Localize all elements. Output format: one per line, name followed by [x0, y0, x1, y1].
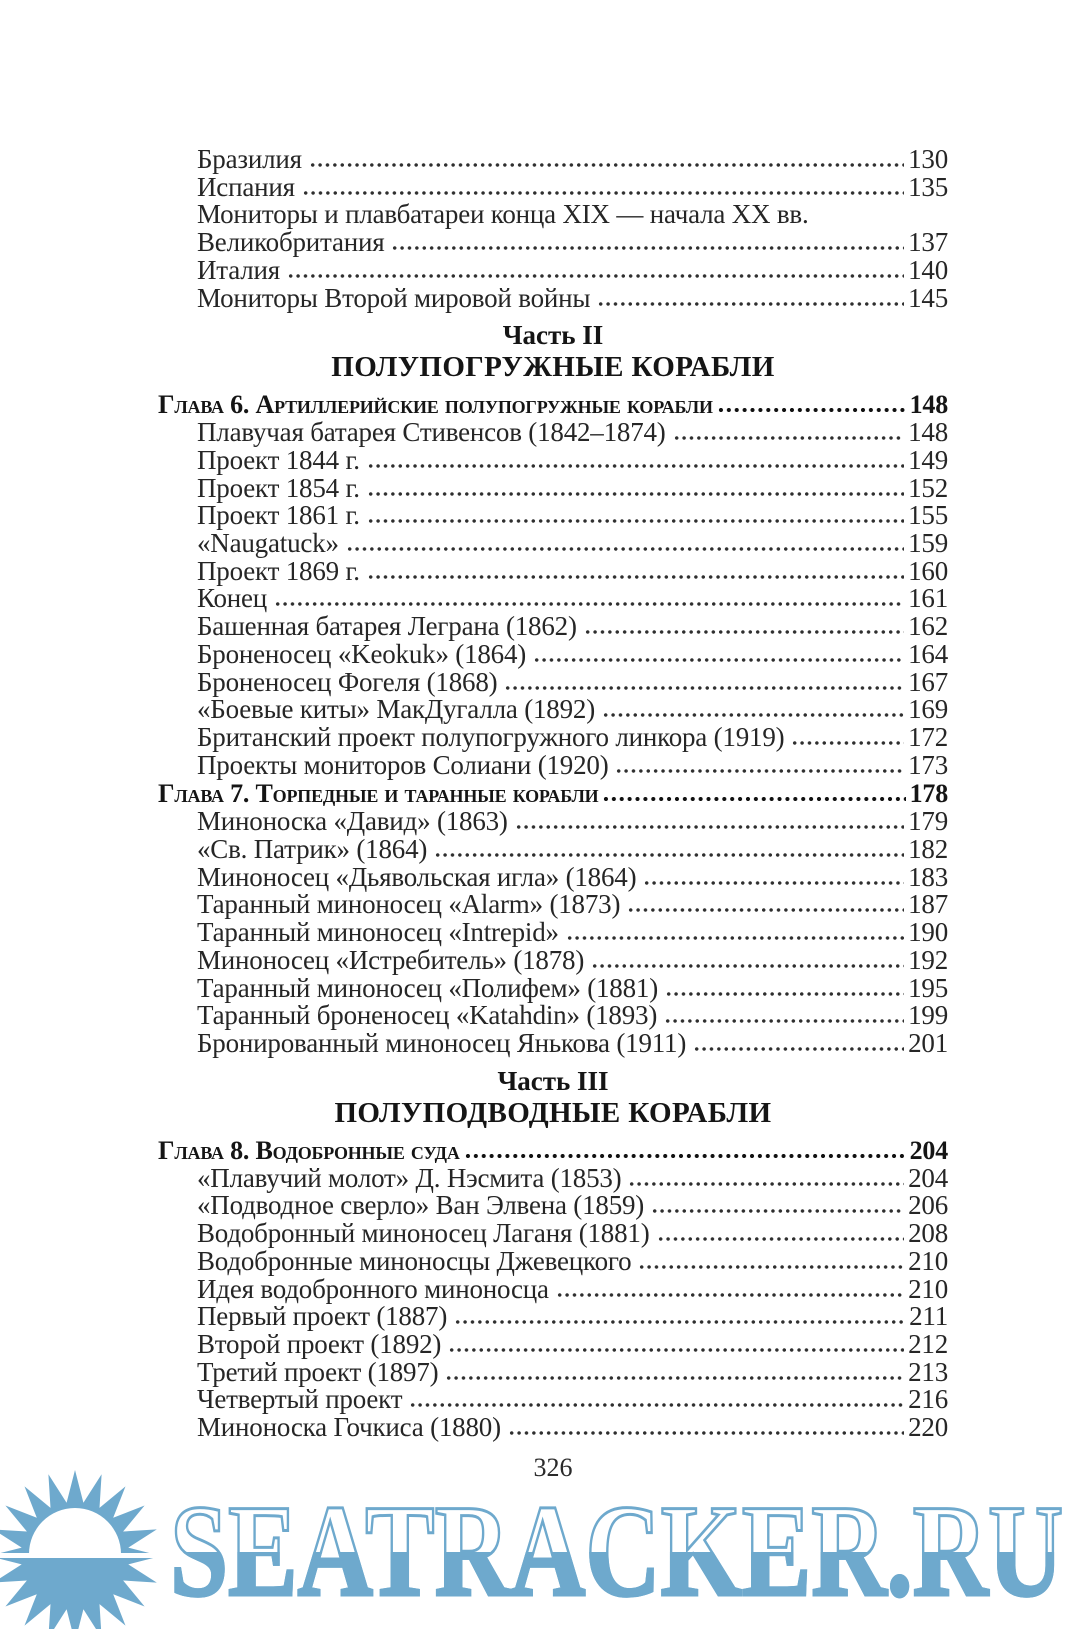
toc-entry-label: Первый проект (1887) [197, 1301, 448, 1332]
toc-entry-page: 135 [908, 171, 948, 202]
toc-entry-page: 160 [908, 555, 948, 586]
toc-entry-page: 212 [908, 1328, 948, 1359]
dotted-leader [628, 1181, 904, 1187]
toc-entry-page: 195 [908, 972, 948, 1003]
toc-entry-label: Плавучая батарея Стивенсов (1842–1874) [197, 417, 666, 448]
toc-entry-label: Миноноска «Давид» (1863) [197, 806, 508, 837]
dotted-leader [664, 1018, 904, 1024]
toc-entry-row [197, 1220, 948, 1248]
dotted-leader [584, 629, 904, 635]
toc-entry-label: Таранный миноносец «Полифем» (1881) [197, 972, 658, 1003]
sun-icon [0, 1470, 161, 1629]
toc-entry-label: Миноносец «Истребитель» (1878) [197, 944, 585, 975]
dotted-leader [367, 574, 904, 580]
toc-entry-row [197, 1162, 948, 1193]
toc-entry-row [197, 696, 948, 724]
toc-entry-page: 190 [908, 917, 948, 948]
toc-entry-label: «Подводное сверло» Ван Элвена (1859) [197, 1190, 645, 1221]
toc-entry-label: Таранный миноносец «Alarm» (1873) [197, 889, 621, 920]
toc-entry-row [197, 419, 948, 447]
dotted-leader [643, 880, 904, 886]
toc-entry-page: 162 [908, 611, 948, 642]
toc-entry-page: 172 [908, 721, 948, 752]
toc-entry-row [197, 1027, 948, 1058]
dotted-leader [367, 491, 904, 497]
dotted-leader [556, 1292, 904, 1298]
dotted-leader [504, 685, 904, 691]
toc-entry-row [197, 1245, 948, 1276]
toc-entry-label: Броненосец «Keokuk» (1864) [197, 638, 527, 669]
toc-entry-label: Четвертый проект [197, 1384, 403, 1415]
toc-entry-row [197, 891, 948, 919]
toc-entry-label: Испания [197, 171, 295, 202]
toc-chapter-label: Глава 7. Торпедные и таранные корабли [158, 779, 599, 809]
toc-entry-label: Идея водобронного миноносца [197, 1273, 549, 1304]
watermark-sun [0, 1470, 161, 1629]
dotted-leader [651, 1208, 904, 1214]
toc-entry-label: Мониторы Второй мировой войны [197, 282, 591, 313]
toc-entry-row [197, 666, 948, 697]
toc-chapter-row [158, 390, 948, 419]
dotted-leader [533, 657, 904, 663]
toc-entry-row [197, 638, 948, 669]
dotted-leader [454, 1319, 905, 1325]
toc-entry-label: Таранный миноносец «Intrepid» [197, 917, 559, 948]
toc-entry-row [197, 1273, 948, 1304]
toc-entry-row [197, 944, 948, 975]
part-label: Часть II [502, 320, 604, 351]
toc-sections [158, 146, 948, 1442]
toc-entry-row [197, 972, 948, 1003]
toc-entry-row [197, 585, 948, 613]
toc-entry-page: 187 [908, 889, 948, 920]
toc-entry-row [197, 1303, 948, 1331]
toc-entry-label: Третий проект (1897) [197, 1356, 439, 1387]
toc-entry-page: 152 [908, 472, 948, 503]
toc-chapter-page: 204 [909, 1135, 948, 1165]
toc-chapter-row [158, 1136, 948, 1165]
dotted-leader [445, 1375, 904, 1381]
toc-entry-label: Второй проект (1892) [197, 1328, 442, 1359]
part-title: ПОЛУПОДВОДНЫЕ КОРАБЛИ [334, 1096, 772, 1129]
dotted-leader [391, 245, 904, 251]
toc-entry-page: 137 [908, 227, 948, 258]
toc-entry-page: 179 [908, 806, 948, 837]
toc-entry-page: 155 [908, 500, 948, 531]
toc-entry-page: 183 [908, 861, 948, 892]
toc-entry-row [197, 1386, 948, 1414]
toc-chapter-label: Глава 8. Водобронные суда [158, 1135, 460, 1165]
table-of-contents [158, 146, 948, 1481]
toc-entry-label: Бронированный миноносец Янькова (1911) [197, 1027, 687, 1058]
toc-entry-row [197, 613, 948, 641]
toc-entry-label: Миноноска Гочкиса (1880) [197, 1412, 501, 1443]
dotted-leader [508, 1430, 904, 1436]
toc-entry-label: Миноносец «Дьявольская игла» (1864) [197, 861, 637, 892]
part-heading [158, 1066, 948, 1130]
dotted-leader [638, 1264, 904, 1270]
toc-entry-row [197, 1356, 948, 1387]
dotted-leader [693, 1046, 904, 1052]
toc-entry-page: 145 [908, 282, 948, 313]
toc-entry-row [197, 721, 948, 752]
toc-entry-label: Проект 1844 г. [197, 444, 360, 475]
dotted-leader [673, 435, 905, 441]
toc-entry-label: Проект 1854 г. [197, 472, 360, 503]
toc-entry-page: 159 [908, 528, 948, 559]
toc-entry-row [197, 1328, 948, 1359]
toc-entry-page: 130 [908, 144, 948, 174]
toc-entry-row [197, 749, 948, 780]
toc-entry-row [197, 919, 948, 947]
toc-entry-label: Водобронные миноносцы Джевецкого [197, 1245, 632, 1276]
toc-entry-label: Водобронный миноносец Лаганя (1881) [197, 1218, 650, 1249]
toc-entry-row [197, 808, 948, 836]
toc-entry-page: 216 [908, 1384, 948, 1415]
toc-chapter-label: Глава 6. Артиллерийские полупогружные корабли [158, 390, 713, 420]
dotted-leader [597, 301, 904, 307]
toc-entry-label: «Св. Патрик» (1864) [197, 834, 428, 865]
toc-entry-label: «Боевые киты» МакДугалла (1892) [197, 694, 595, 725]
toc-entry-page: 210 [908, 1245, 948, 1276]
dotted-leader [367, 463, 904, 469]
dotted-leader [287, 273, 904, 279]
toc-entry-label: «Naugatuck» [197, 528, 339, 559]
toc-entry-page: 199 [908, 1000, 948, 1031]
toc-entry-row [197, 555, 948, 586]
toc-entry-row [197, 836, 948, 864]
watermark-text: SEATRACKER.RU [170, 1477, 1064, 1624]
part-label: Часть III [497, 1065, 609, 1096]
toc-entry-label: Проект 1861 г. [197, 500, 360, 531]
toc-entry-label: Проект 1869 г. [197, 555, 360, 586]
toc-chapter-page: 178 [909, 779, 948, 809]
toc-entry-row [197, 1002, 948, 1030]
dotted-leader [448, 1347, 904, 1353]
toc-entry-page: 192 [908, 944, 948, 975]
toc-entry-label: Бразилия [197, 144, 302, 174]
dotted-leader [615, 768, 904, 774]
toc-entry-row [197, 171, 948, 202]
dotted-leader [566, 935, 904, 941]
dotted-leader [274, 601, 904, 607]
toc-entry-label: Мониторы и плавбатареи конца XIX — начала XX вв. [197, 199, 809, 230]
dotted-leader [434, 852, 904, 858]
dotted-leader [409, 1402, 904, 1408]
toc-entry-page: 220 [908, 1412, 948, 1443]
toc-entry-page: 169 [908, 694, 948, 725]
toc-entry-label: Проекты мониторов Солиани (1920) [197, 749, 609, 780]
toc-entry-label: Конец [197, 583, 268, 614]
toc-entry-row [197, 254, 948, 285]
toc-entry-row [197, 530, 948, 558]
toc-entry-row [197, 472, 948, 503]
toc-entry-row [197, 444, 948, 475]
toc-chapter-page: 148 [909, 390, 948, 420]
toc-entry-page: 211 [909, 1301, 948, 1332]
toc-entry-row [197, 201, 948, 229]
dotted-leader [657, 1236, 905, 1242]
toc-entry-row [197, 1192, 948, 1220]
toc-entry-label: Италия [197, 254, 280, 285]
toc-entry-row [197, 861, 948, 892]
toc-entry-label: Броненосец Фогеля (1868) [197, 666, 498, 697]
toc-entry-row [197, 146, 948, 174]
dotted-leader [717, 407, 906, 413]
toc-entry-row [197, 229, 948, 257]
toc-entry-page: 173 [908, 749, 948, 780]
dotted-leader [302, 190, 904, 196]
dotted-leader [367, 518, 904, 524]
dotted-leader [665, 991, 904, 997]
dotted-leader [591, 963, 904, 969]
toc-entry-page: 148 [908, 417, 948, 448]
dotted-leader [346, 546, 904, 552]
toc-entry-row [197, 1414, 948, 1442]
toc-entry-page: 208 [908, 1218, 948, 1249]
toc-entry-label: «Плавучий молот» Д. Нэсмита (1853) [197, 1162, 622, 1193]
toc-entry-label: Британский проект полупогружного линкора (1919) [197, 721, 785, 752]
dotted-leader [602, 796, 905, 802]
toc-entry-page: 149 [908, 444, 948, 475]
toc-entry-page: 210 [908, 1273, 948, 1304]
toc-entry-page: 140 [908, 254, 948, 285]
toc-entry-label: Башенная батарея Леграна (1862) [197, 611, 577, 642]
dotted-leader [627, 907, 904, 913]
toc-entry-page: 204 [908, 1162, 948, 1193]
toc-entry-row [197, 282, 948, 313]
dotted-leader [791, 740, 904, 746]
toc-entry-page: 161 [908, 583, 948, 614]
toc-chapter-row [158, 779, 948, 808]
dotted-leader [602, 712, 904, 718]
dotted-leader [515, 824, 904, 830]
toc-entry-page: 201 [908, 1027, 948, 1058]
toc-entry-page: 206 [908, 1190, 948, 1221]
toc-entry-label: Таранный броненосец «Katahdin» (1893) [197, 1000, 658, 1031]
toc-entry-page: 182 [908, 834, 948, 865]
toc-entry-page: 213 [908, 1356, 948, 1387]
part-heading [158, 320, 948, 384]
dotted-leader [309, 162, 904, 168]
toc-entry-page: 167 [908, 666, 948, 697]
toc-entry-label: Великобритания [197, 227, 385, 258]
dotted-leader [464, 1153, 906, 1159]
toc-entry-page: 164 [908, 638, 948, 669]
toc-entry-row [197, 502, 948, 530]
page-number: 326 [533, 1452, 573, 1482]
part-title: ПОЛУПОГРУЖНЫЕ КОРАБЛИ [331, 351, 775, 384]
